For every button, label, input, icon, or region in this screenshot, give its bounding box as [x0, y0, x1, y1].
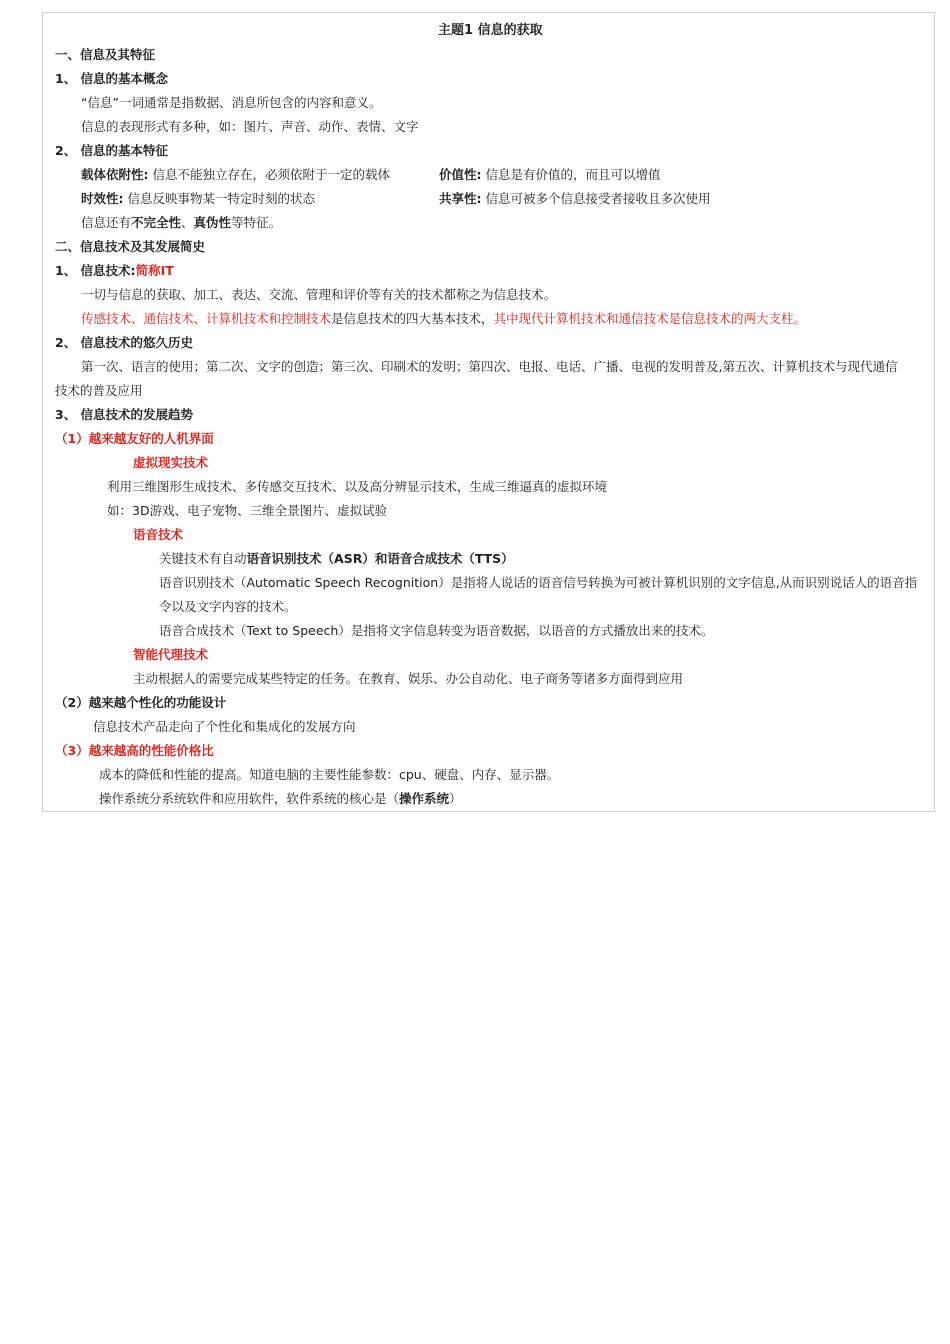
operating-system: 操作系统 — [399, 791, 450, 806]
history-line-1: 第一次、语言的使用；第二次、文字的创造；第三次、印刷术的发明；第四次、电报、电话、广播、电视的发明普及,第五次、计算机技术与现代通信 — [81, 359, 898, 374]
speech-para-1 — [159, 551, 514, 567]
feature-authenticity: 真伪性 — [193, 215, 232, 230]
section-1-heading: 一、信息及其特征 — [55, 47, 156, 62]
asr-tts: 语音识别技术（ASR）和语音合成技术（TTS） — [246, 551, 514, 566]
two-pillars: 其中现代计算机技术和通信技术是信息技术的两大支柱。 — [493, 311, 807, 326]
it-abbrev: 简称IT — [135, 263, 174, 278]
trend-3-para-1: 成本的降低和性能的提高。知道电脑的主要性能参数：cpu、硬盘、内存、显示器。 — [99, 767, 560, 782]
four-basic-technologies: 传感技术、通信技术、计算机技术和控制技术 — [81, 311, 332, 326]
trend-3-para-2-text: 操作系统分系统软件和应用软件，软件系统的核心是（ — [99, 791, 400, 806]
it-four-basics — [81, 311, 806, 327]
speech-heading: 语音技术 — [133, 527, 184, 542]
feature-carrier-text: 信息不能独立存在，必须依附于一定的载体 — [148, 167, 390, 182]
four-basics-text: 是信息技术的四大基本技术， — [331, 311, 494, 326]
feature-value-text: 信息是有价值的，而且可以增值 — [481, 167, 661, 182]
feature-sharing-label: 共享性: — [439, 191, 482, 206]
feature-timeliness — [81, 191, 315, 207]
vr-heading: 虚拟现实技术 — [133, 455, 209, 470]
speech-para-3: 语音合成技术（Text to Speech）是指将文字信息转变为语音数据，以语音的方式播放出来的技术。 — [159, 623, 714, 638]
feature-value-label: 价值性: — [439, 167, 482, 182]
section-1-2-heading: 2、 信息的基本特征 — [55, 143, 169, 158]
trend-3-para-2 — [99, 791, 462, 807]
section-2-2-heading: 2、 信息技术的悠久历史 — [55, 335, 194, 350]
concept-para-1: “信息”一词通常是指数据、消息所包含的内容和意义。 — [81, 95, 382, 110]
section-2-heading: 二、信息技术及其发展简史 — [55, 239, 206, 254]
trend-3-heading: （3）越来越高的性能价格比 — [55, 743, 214, 758]
feature-carrier-label: 载体依附性: — [81, 167, 149, 182]
vr-para-1: 利用三维图形生成技术、多传感交互技术、以及高分辨显示技术，生成三维逼真的虚拟环境 — [107, 479, 608, 494]
history-line-2: 技术的普及应用 — [55, 383, 143, 398]
feature-sharing — [439, 191, 710, 207]
concept-para-2: 信息的表现形式有多种，如：图片、声音、动作、表情、文字 — [81, 119, 419, 134]
agent-para-1: 主动根据人的需要完成某些特定的任务。在教育、娱乐、办公自动化、电子商务等诸多方面得到应用 — [133, 671, 684, 686]
trend-3-para-2-close: ） — [449, 791, 462, 806]
vr-para-2: 如：3D游戏、电子宠物、三维全景图片、虚拟试验 — [107, 503, 388, 518]
section-2-1-heading — [55, 263, 174, 279]
trend-2-heading: （2）越来越个性化的功能设计 — [55, 695, 227, 710]
page-title: 主题1 信息的获取 — [438, 23, 543, 38]
feature-incompleteness: 不完全性 — [131, 215, 182, 230]
feature-other — [81, 215, 281, 231]
section-2-1-label: 1、 信息技术: — [55, 263, 136, 278]
speech-para-2-line-2: 令以及文字内容的技术。 — [159, 599, 297, 614]
feature-carrier — [81, 167, 390, 183]
feature-other-sep: 、 — [181, 215, 194, 230]
document-page — [42, 12, 935, 812]
feature-timeliness-label: 时效性: — [81, 191, 124, 206]
trend-1-heading: （1）越来越友好的人机界面 — [55, 431, 214, 446]
speech-para-1-text: 关键技术有自动 — [159, 551, 247, 566]
feature-timeliness-text: 信息反映事物某一特定时刻的状态 — [123, 191, 315, 206]
speech-para-2-line-1: 语音识别技术（Automatic Speech Recognition）是指将人说话的语音信号转换为可被计算机识别的文字信息,从而识别说话人的语音指 — [159, 575, 918, 590]
it-definition: 一切与信息的获取、加工、表达、交流、管理和评价等有关的技术都称之为信息技术。 — [81, 287, 557, 302]
feature-other-text-e: 等特征。 — [231, 215, 282, 230]
trend-2-para: 信息技术产品走向了个性化和集成化的发展方向 — [93, 719, 356, 734]
section-1-1-heading: 1、 信息的基本概念 — [55, 71, 169, 86]
feature-value — [439, 167, 660, 183]
agent-heading: 智能代理技术 — [133, 647, 209, 662]
section-2-3-heading: 3、 信息技术的发展趋势 — [55, 407, 194, 422]
feature-sharing-text: 信息可被多个信息接受者接收且多次使用 — [481, 191, 711, 206]
feature-other-text-a: 信息还有 — [81, 215, 132, 230]
